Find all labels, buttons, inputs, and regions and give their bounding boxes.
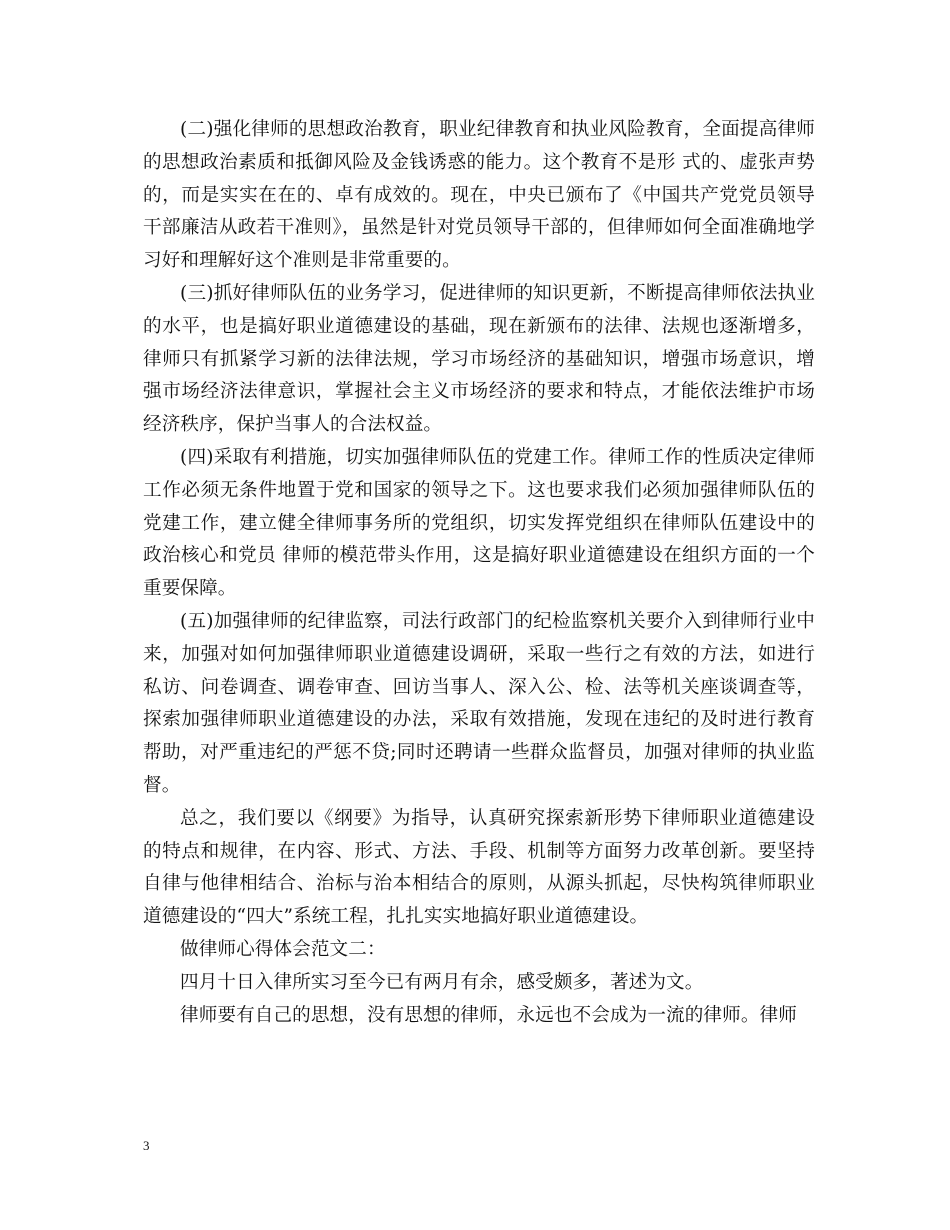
paragraph-section-4: (四)采取有利措施，切实加强律师队伍的党建工作。律师工作的性质决定律师工作必须无条件地置于党和国家的领导之下。这也要求我们必须加强律师队伍的党建工作，建立健全律师事务所的党组织，切实发挥党组织在律师队伍建设中的政治核心和党员 律师的模范带头作用，这是搞好职业道德建设在组织方面的一个重要保障。 [143,446,815,600]
page-number: 3 [143,1138,150,1153]
paragraph-section-3: (三)抓好律师队伍的业务学习，促进律师的知识更新，不断提高律师依法执业的水平，也是搞好职业道德建设的基础，现在新颁布的法律、法规也逐渐增多，律师只有抓紧学习新的法律法规，学习市场经济的基础知识，增强市场意识，增强市场经济法律意识，掌握社会主义市场经济的要求和特点，才能依法维护市场经济秩序，保护当事人的合法权益。 [143,282,815,436]
paragraph-summary: 总之，我们要以《纲要》为指导，认真研究探索新形势下律师职业道德建设的特点和规律，在内容、形式、方法、手段、机制等方面努力改革创新。要坚持自律与他律相结合、治标与治本相结合的原则，从源头抓起，尽快构筑律师职业道德建设的“四大”系统工程，扎扎实实地搞好职业道德建设。 [143,807,815,928]
paragraph-section-2: (二)强化律师的思想政治教育，职业纪律教育和执业风险教育，全面提高律师的思想政治素质和抵御风险及金钱诱惑的能力。这个教育不是形 式的、虚张声势的，而是实实在在的、卓有成效的。现在，中央已颁布了《中国共产党党员领导干部廉洁从政若干准则》，虽然是针对党员领导干部的，但律师如何全面准确地学习好和理解好这个准则是非常重要的。 [143,119,815,272]
paragraph-intro: 四月十日入律所实习至今已有两月有余，感受颇多，著述为文。 [180,971,704,993]
paragraph-lawyer-thoughts: 律师要有自己的思想，没有思想的律师，永远也不会成为一流的律师。律师 [180,1004,797,1026]
document-body [143,114,815,1032]
paragraph-section-5: (五)加强律师的纪律监察，司法行政部门的纪检监察机关要介入到律师行业中来，加强对如何加强律师职业道德建设调研，采取一些行之有效的方法，如进行私访、问卷调查、调卷审查、回访当事人、深入公、检、法等机关座谈调查等，探索加强律师职业道德建设的办法，采取有效措施，发现在违纪的及时进行教育帮助，对严重违纪的严惩不贷;同时还聘请一些群众监督员，加强对律师的执业监督。 [143,610,815,796]
sample-heading: 做律师心得体会范文二： [180,938,386,960]
